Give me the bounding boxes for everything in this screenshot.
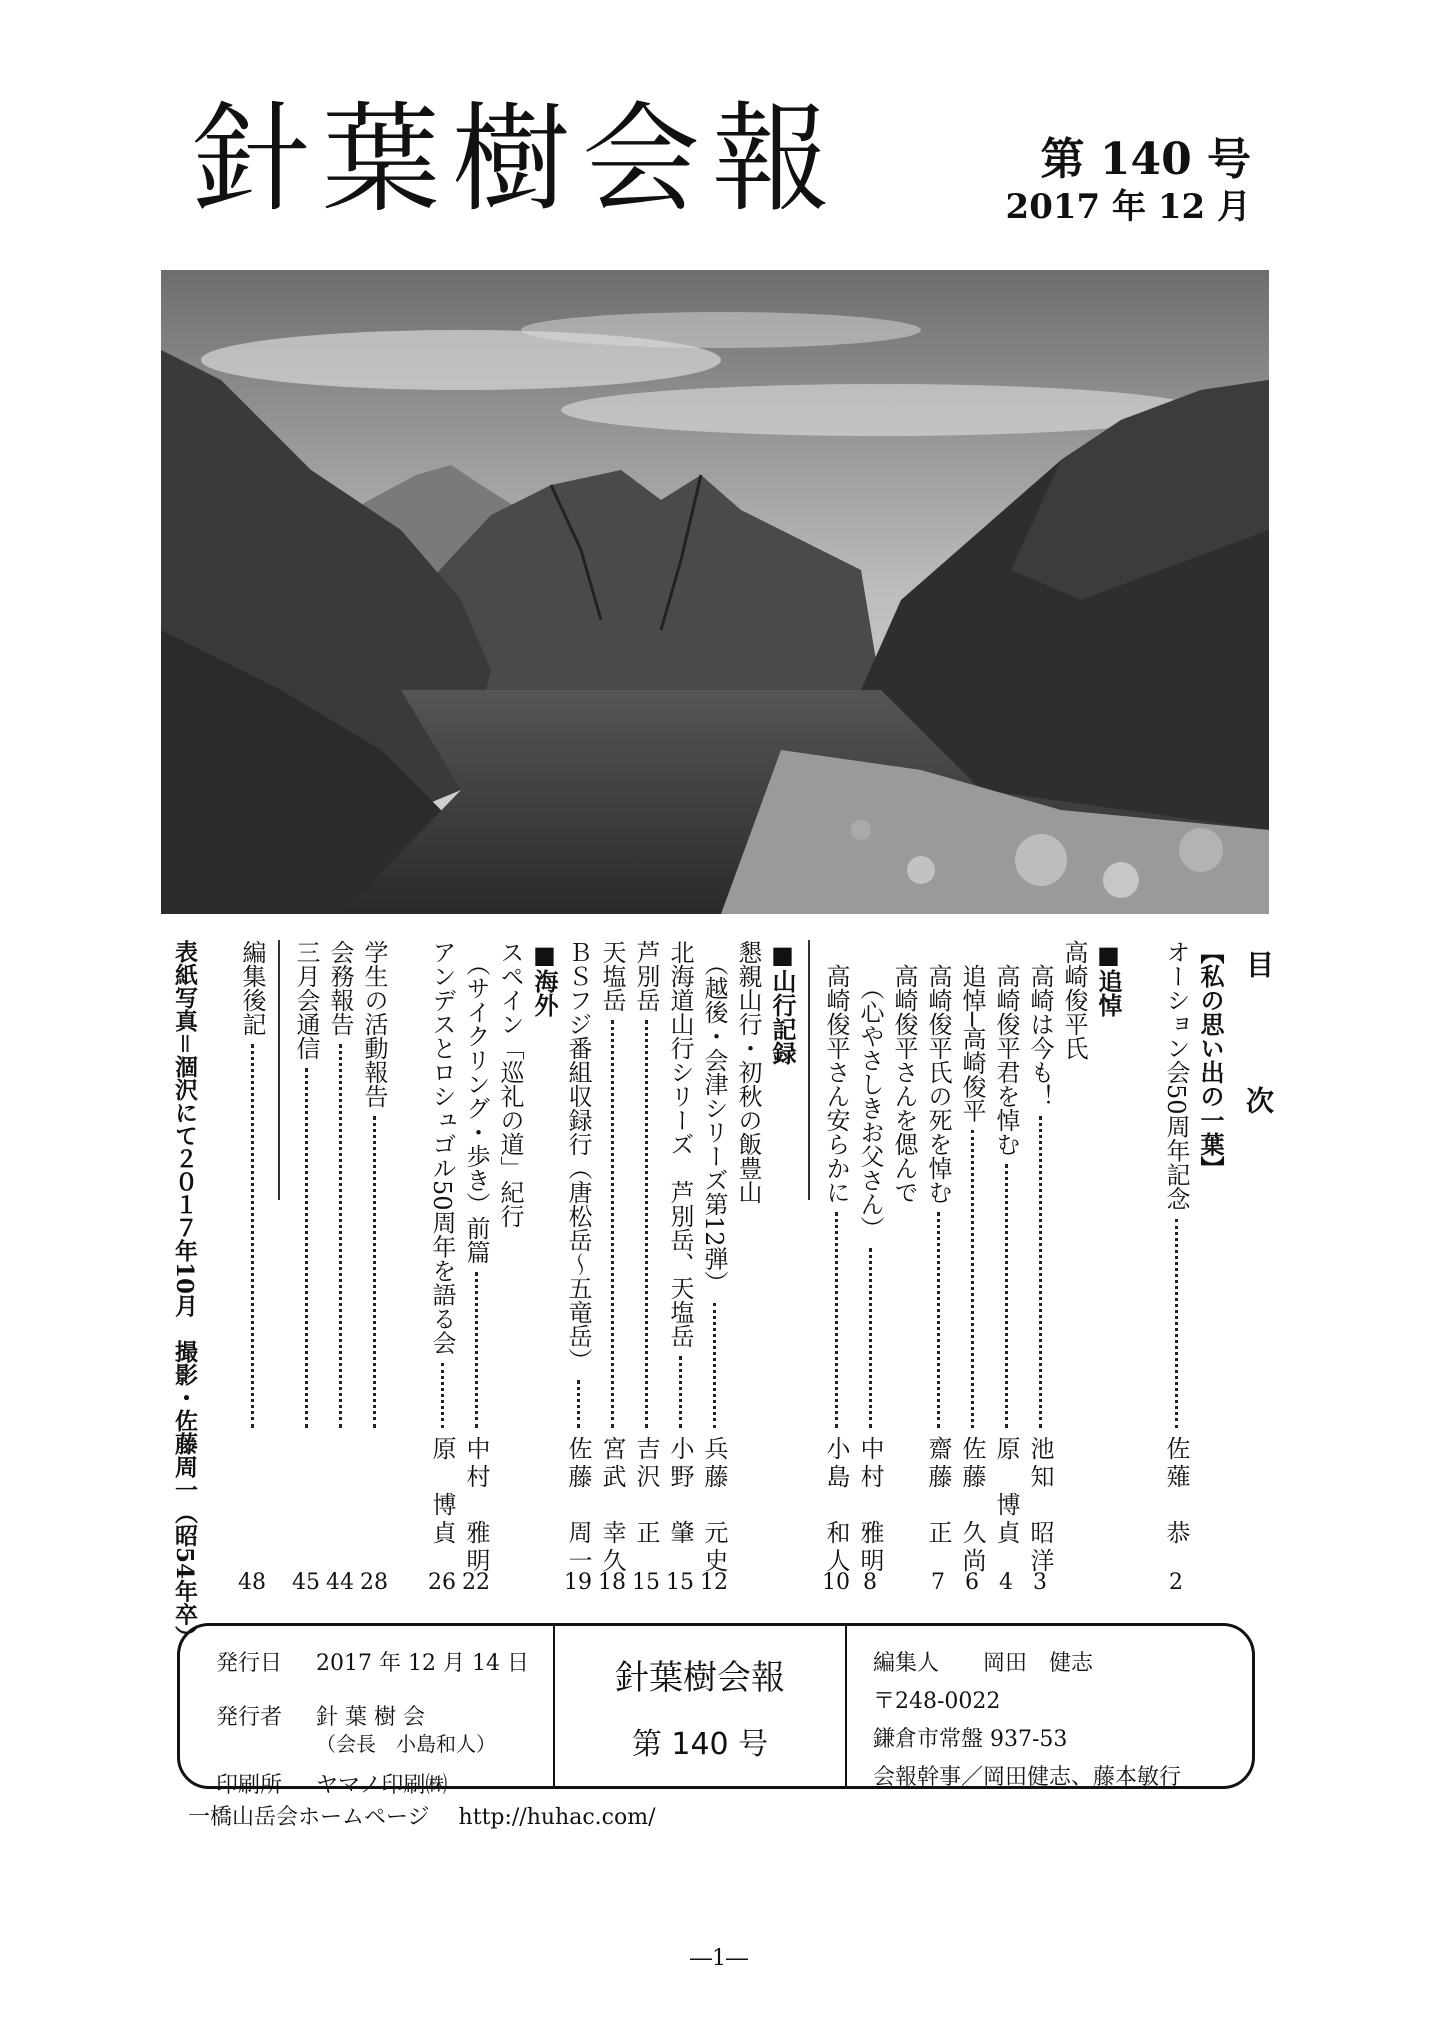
toc-entry-author <box>289 1436 323 1540</box>
spacer <box>1227 940 1241 1600</box>
leader-dots <box>577 1380 580 1428</box>
toc-heading-text: 目 次 <box>1242 950 1275 1154</box>
masthead-title: 針葉樹会報 <box>192 90 843 228</box>
toc-entry <box>1023 940 1057 1600</box>
mountain-landscape-photo-icon <box>161 270 1269 914</box>
toc-entry-author <box>663 1436 697 1548</box>
author-surname: 池知 <box>1026 1436 1054 1492</box>
author-surname: 吉沢 <box>632 1436 660 1492</box>
leader-dots <box>971 1130 974 1428</box>
toc-entry-title: 天塩岳 <box>598 940 626 1012</box>
leader-dots <box>339 1044 342 1428</box>
author-gap <box>428 1464 456 1492</box>
toc-entry-title: 懇親山行・初秋の飯豊山 <box>734 940 762 1204</box>
leader-dots <box>1175 1219 1178 1428</box>
leader-dots <box>937 1212 940 1428</box>
author-gap <box>1026 1492 1054 1520</box>
toc-entry-title: 会務報告 <box>326 940 354 1036</box>
author-surname: 原 <box>992 1436 1020 1464</box>
colophon-center <box>555 1626 847 1786</box>
toc-entry-title: 高崎俊平君を悼む <box>992 940 1020 1156</box>
author-gap <box>1162 1492 1190 1520</box>
toc-entry-page: 3 <box>1033 1570 1047 1595</box>
author-given-name: 昭洋 <box>1026 1520 1054 1576</box>
colophon-editor-info <box>847 1626 1252 1790</box>
toc-entry-title: ■山行記録 <box>768 940 797 1065</box>
toc-entry-author <box>1159 1436 1193 1548</box>
author-gap <box>462 1492 490 1520</box>
leader-dots <box>373 1116 376 1428</box>
author-gap <box>924 1492 952 1520</box>
toc-entry <box>955 940 989 1600</box>
toc-entry <box>493 940 527 1600</box>
author-surname: 佐藤 <box>564 1436 592 1492</box>
toc-entry-page: 28 <box>360 1570 388 1595</box>
editor: 編集人 岡田 健志 <box>873 1651 1094 1676</box>
author-given-name: 博貞 <box>992 1492 1020 1548</box>
author-given-name: 幸久 <box>598 1520 626 1576</box>
table-of-contents <box>160 940 1275 1649</box>
leader-dots <box>305 1068 308 1428</box>
author-gap <box>958 1492 986 1520</box>
toc-entry <box>765 940 799 1600</box>
toc-entry <box>425 940 459 1600</box>
toc-heading <box>1241 940 1275 1610</box>
toc-entry <box>853 940 887 1600</box>
address: 鎌倉市常盤 937-53 <box>873 1727 1068 1752</box>
toc-entry <box>289 940 323 1600</box>
toc-entry-page: 12 <box>700 1570 728 1595</box>
author-surname: 兵藤 <box>700 1436 728 1492</box>
toc-entry-title: オーション会50周年記念 <box>1162 940 1190 1211</box>
toc-entry-title: 表紙写真＝涸沢にて２０１７年10月 撮影・佐藤周一（昭54年卒） <box>171 940 198 1649</box>
author-gap <box>598 1492 626 1520</box>
author-given-name: 恭 <box>1162 1520 1190 1548</box>
spacer <box>1125 940 1159 1600</box>
issue-date-label: 発行日 <box>216 1651 283 1676</box>
author-gap <box>822 1492 850 1520</box>
center-issue: 第 140 号 <box>631 1726 769 1762</box>
toc-entry-author <box>459 1436 493 1576</box>
toc-entry-title: 高崎俊平さんを偲んで <box>890 940 918 1204</box>
toc-entry-author <box>921 1436 955 1548</box>
toc-entry <box>323 940 357 1600</box>
toc-entry-title: （越後・会津シリーズ第12弾） <box>700 940 728 1295</box>
leader-dots <box>1005 1164 1008 1428</box>
toc-divider <box>269 940 289 1600</box>
toc-entry <box>697 940 731 1600</box>
leader-dots <box>713 1303 716 1428</box>
toc-entry-author <box>853 1436 887 1576</box>
publisher-sub: （会長 小島和人） <box>316 1732 496 1756</box>
author-surname: 小島 <box>822 1436 850 1492</box>
toc-entry-author <box>561 1436 595 1576</box>
leader-dots <box>475 1272 478 1428</box>
toc-entry <box>1057 940 1091 1600</box>
toc-entry <box>731 940 765 1600</box>
toc-entry-page: 18 <box>598 1570 626 1595</box>
author-given-name: 元史 <box>700 1520 728 1576</box>
colophon-box <box>177 1623 1255 1798</box>
leader-dots <box>869 1248 872 1428</box>
author-gap <box>632 1492 660 1520</box>
toc-entry-author <box>629 1436 663 1548</box>
toc-entry <box>663 940 697 1600</box>
author-gap <box>700 1492 728 1520</box>
toc-entry-title: 北海道山行シリーズ 芦別岳、天塩岳 <box>666 940 694 1348</box>
author-surname: 齋藤 <box>924 1436 952 1492</box>
toc-entry-title: 高崎は今も！ <box>1026 940 1054 1108</box>
toc-entry-author <box>819 1436 853 1576</box>
toc-entry-page: 4 <box>999 1570 1013 1595</box>
author-surname: 原 <box>428 1436 456 1464</box>
author-surname: 中村 <box>856 1436 884 1492</box>
toc-entry-title: スペイン「巡礼の道」紀行 <box>496 940 524 1228</box>
author-given-name: 雅明 <box>856 1520 884 1576</box>
toc-entry-page: 2 <box>1169 1570 1183 1595</box>
toc-entry <box>1091 940 1125 1600</box>
toc-entry-title: （心やさしきお父さん） <box>856 940 884 1240</box>
toc-entry-author <box>425 1436 459 1548</box>
toc-entry-title: 芦別岳 <box>632 940 660 1012</box>
toc-entry-page: 26 <box>428 1570 456 1595</box>
toc-entry-title: 追悼─高崎俊平 <box>958 940 986 1123</box>
issue-number: 第 140 号 <box>1040 134 1251 185</box>
toc-entry <box>527 940 561 1600</box>
toc-entry-title: 【私の思い出の一葉】 <box>1196 940 1225 1180</box>
center-title: 針葉樹会報 <box>615 1657 785 1698</box>
leader-dots <box>1039 1116 1042 1428</box>
spacer <box>201 940 235 1600</box>
cover-photo <box>161 270 1269 914</box>
homepage-line: 一橋山岳会ホームページ http://huhac.com/ <box>188 1805 656 1830</box>
toc-entry-page: 15 <box>632 1570 660 1595</box>
leader-dots <box>441 1363 444 1428</box>
author-given-name: 博貞 <box>428 1492 456 1548</box>
publisher-label: 発行者 <box>216 1705 283 1730</box>
toc-entry-author <box>989 1436 1023 1548</box>
author-given-name: 和人 <box>822 1520 850 1576</box>
author-given-name: 肇 <box>666 1520 694 1548</box>
postal-code: 〒248-0022 <box>873 1689 1001 1714</box>
issue-date-value: 2017 年 12 月 14 日 <box>316 1651 529 1676</box>
toc-entry-author <box>697 1436 731 1576</box>
toc-entry-page: 44 <box>326 1570 354 1595</box>
toc-entry-title: 高崎俊平氏の死を悼む <box>924 940 952 1204</box>
toc-entry <box>561 940 595 1600</box>
toc-entry-title: 高崎俊平さん安らかに <box>822 940 850 1204</box>
page-number: ―1― <box>690 1946 748 1971</box>
author-gap <box>856 1492 884 1520</box>
author-surname: 小野 <box>666 1436 694 1492</box>
toc-entry-title: 編集後記 <box>238 940 266 1036</box>
toc-entry-page: 48 <box>238 1570 266 1595</box>
toc-entry-page: 19 <box>564 1570 592 1595</box>
toc-entry-title: ■海外 <box>530 940 559 1017</box>
author-surname: 佐薙 <box>1162 1436 1190 1492</box>
toc-entry <box>235 940 269 1600</box>
toc-entry-author <box>235 1436 269 1540</box>
toc-entry <box>629 940 663 1600</box>
leader-dots <box>611 1020 614 1428</box>
author-given-name: 正 <box>924 1520 952 1548</box>
toc-entry-title: 高崎俊平氏 <box>1060 940 1088 1060</box>
toc-entry <box>459 940 493 1600</box>
toc-entry <box>819 940 853 1600</box>
toc-entry-author <box>357 1436 391 1540</box>
toc-entry <box>887 940 921 1600</box>
issue-date: 2017 年 12 月 <box>1005 187 1251 227</box>
leader-dots <box>645 1020 648 1428</box>
leader-dots <box>835 1212 838 1428</box>
author-given-name: 雅明 <box>462 1520 490 1576</box>
toc-entry-title: アンデスとロシュゴル50周年を語る会 <box>428 940 456 1355</box>
author-surname: 中村 <box>462 1436 490 1492</box>
author-surname: 宮武 <box>598 1436 626 1492</box>
toc-entry-title: ■追悼 <box>1094 940 1123 1017</box>
toc-divider <box>799 940 819 1600</box>
toc-entry-author <box>955 1436 989 1576</box>
staff: 会報幹事／岡田健志、藤本敏行 <box>873 1765 1182 1790</box>
toc-entry-title: （サイクリング・歩き）前篇 <box>462 940 490 1264</box>
author-gap <box>666 1492 694 1520</box>
toc-entry-title: 三月会通信 <box>292 940 320 1060</box>
toc-entry <box>1159 940 1193 1600</box>
author-given-name: 周一 <box>564 1520 592 1576</box>
toc-entry-title: 学生の活動報告 <box>360 940 388 1108</box>
toc-entry-page: 6 <box>965 1570 979 1595</box>
toc-entry-page: 22 <box>462 1570 490 1595</box>
toc-entry-author <box>595 1436 629 1576</box>
author-gap <box>564 1492 592 1520</box>
toc-entry-page: 7 <box>931 1570 945 1595</box>
publisher-value: 針 葉 樹 会 <box>316 1705 425 1730</box>
author-surname: 佐藤 <box>958 1436 986 1492</box>
colophon-publication-info <box>180 1626 555 1798</box>
author-gap <box>992 1464 1020 1492</box>
toc-entry-author <box>323 1436 357 1540</box>
toc-entry-page: 15 <box>666 1570 694 1595</box>
toc-entry-page: 8 <box>863 1570 877 1595</box>
toc-entry <box>921 940 955 1600</box>
toc-entry-title: ＢＳフジ番組収録行（唐松岳～五竜岳） <box>564 940 592 1372</box>
toc-entry <box>989 940 1023 1600</box>
cover-photo-caption <box>167 940 201 1649</box>
toc-entry <box>1193 940 1227 1600</box>
toc-entry <box>357 940 391 1600</box>
leader-dots <box>251 1044 254 1428</box>
author-given-name: 久尚 <box>958 1520 986 1576</box>
author-given-name: 正 <box>632 1520 660 1548</box>
toc-entry-page: 45 <box>292 1570 320 1595</box>
toc-entry-page: 10 <box>822 1570 850 1595</box>
printer-label: 印刷所 <box>216 1773 283 1798</box>
leader-dots <box>679 1356 682 1428</box>
toc-entry <box>595 940 629 1600</box>
spacer <box>391 940 425 1600</box>
printer-value: ヤマノ印刷㈱ <box>316 1773 448 1798</box>
toc-entry-author <box>1023 1436 1057 1576</box>
